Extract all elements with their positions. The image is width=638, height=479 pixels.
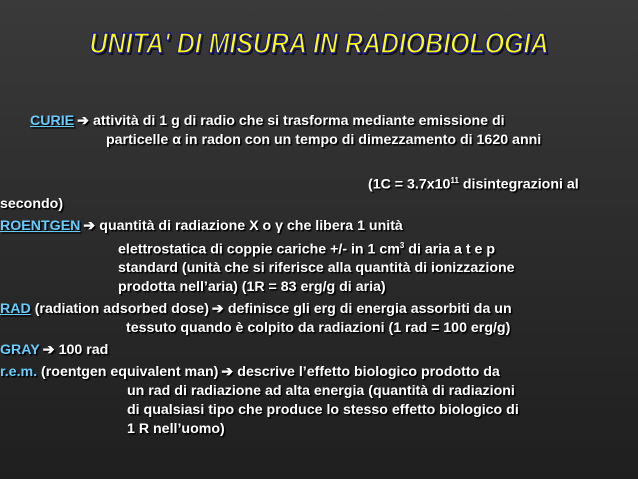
rem-term: r.e.m. xyxy=(0,364,38,381)
rad-line-1 xyxy=(0,300,620,319)
arrow-right-icon: ➔ xyxy=(77,113,90,129)
roentgen-text-2-pre: elettrostatica di coppie cariche +/- in 1 cm xyxy=(118,241,400,258)
roentgen-line-1 xyxy=(0,217,620,236)
curie-note-post: disintegrazioni al xyxy=(458,176,579,193)
slide-title: UNITA' DI MISURA IN RADIOBIOLOGIA xyxy=(89,28,549,60)
rem-text-1b: descrive l’effetto biologico prodotto da xyxy=(237,364,500,381)
curie-term: CURIE xyxy=(30,113,75,129)
curie-note xyxy=(30,171,620,195)
roentgen-text-1: quantità di radiazione X o γ che libera 1 unità xyxy=(99,217,403,234)
curie-line-2: particelle α in radon con un tempo di dimezzamento di 1620 anni xyxy=(106,132,542,148)
rem-line-3: di qualsiasi tipo che produce lo stesso effetto biologico di xyxy=(127,402,519,419)
rem-line-2: un rad di radiazione ad alta energia (quantità di radiazioni xyxy=(127,383,515,400)
gray-text: 100 rad xyxy=(58,342,109,359)
curie-note-exponent: 11 xyxy=(450,176,459,185)
rem-line-1 xyxy=(0,363,620,382)
curie-note-pre: (1C = 3.7x10 xyxy=(368,176,451,193)
rad-term: RAD xyxy=(0,301,31,318)
curie-text-1: attività di 1 g di radio che si trasforma mediante emissione di xyxy=(93,113,505,129)
roentgen-text-2-exponent: 3 xyxy=(399,240,405,250)
slide-body xyxy=(0,112,620,439)
rem-text-1: (roentgen equivalent man) xyxy=(41,364,219,381)
arrow-right-icon: ➔ xyxy=(221,364,234,381)
curie-line-1 xyxy=(30,112,620,131)
roentgen-line-4: prodotta nell’aria) (1R = 83 erg/g di aria) xyxy=(118,279,386,296)
roentgen-text-2-post: di aria a t e p xyxy=(404,241,496,258)
gray-line xyxy=(0,341,620,360)
roentgen-line-3: standard (unità che si riferisce alla quantità di ionizzazione xyxy=(118,260,515,277)
roentgen-line-2 xyxy=(0,236,620,260)
arrow-right-icon: ➔ xyxy=(83,217,96,234)
rem-line-4: 1 R nell’uomo) xyxy=(127,421,225,438)
rad-text-1: (radiation adsorbed dose) xyxy=(34,301,209,318)
arrow-right-icon: ➔ xyxy=(211,301,224,318)
gray-term: GRAY xyxy=(0,342,40,359)
curie-note-line-2: secondo) xyxy=(0,195,64,212)
roentgen-term: ROENTGEN xyxy=(0,217,81,234)
arrow-right-icon: ➔ xyxy=(42,342,55,359)
rad-text-1b: definisce gli erg di energia assorbiti da un xyxy=(227,301,512,318)
rad-line-2: tessuto quando è colpito da radiazioni (1 rad = 100 erg/g) xyxy=(126,320,511,337)
